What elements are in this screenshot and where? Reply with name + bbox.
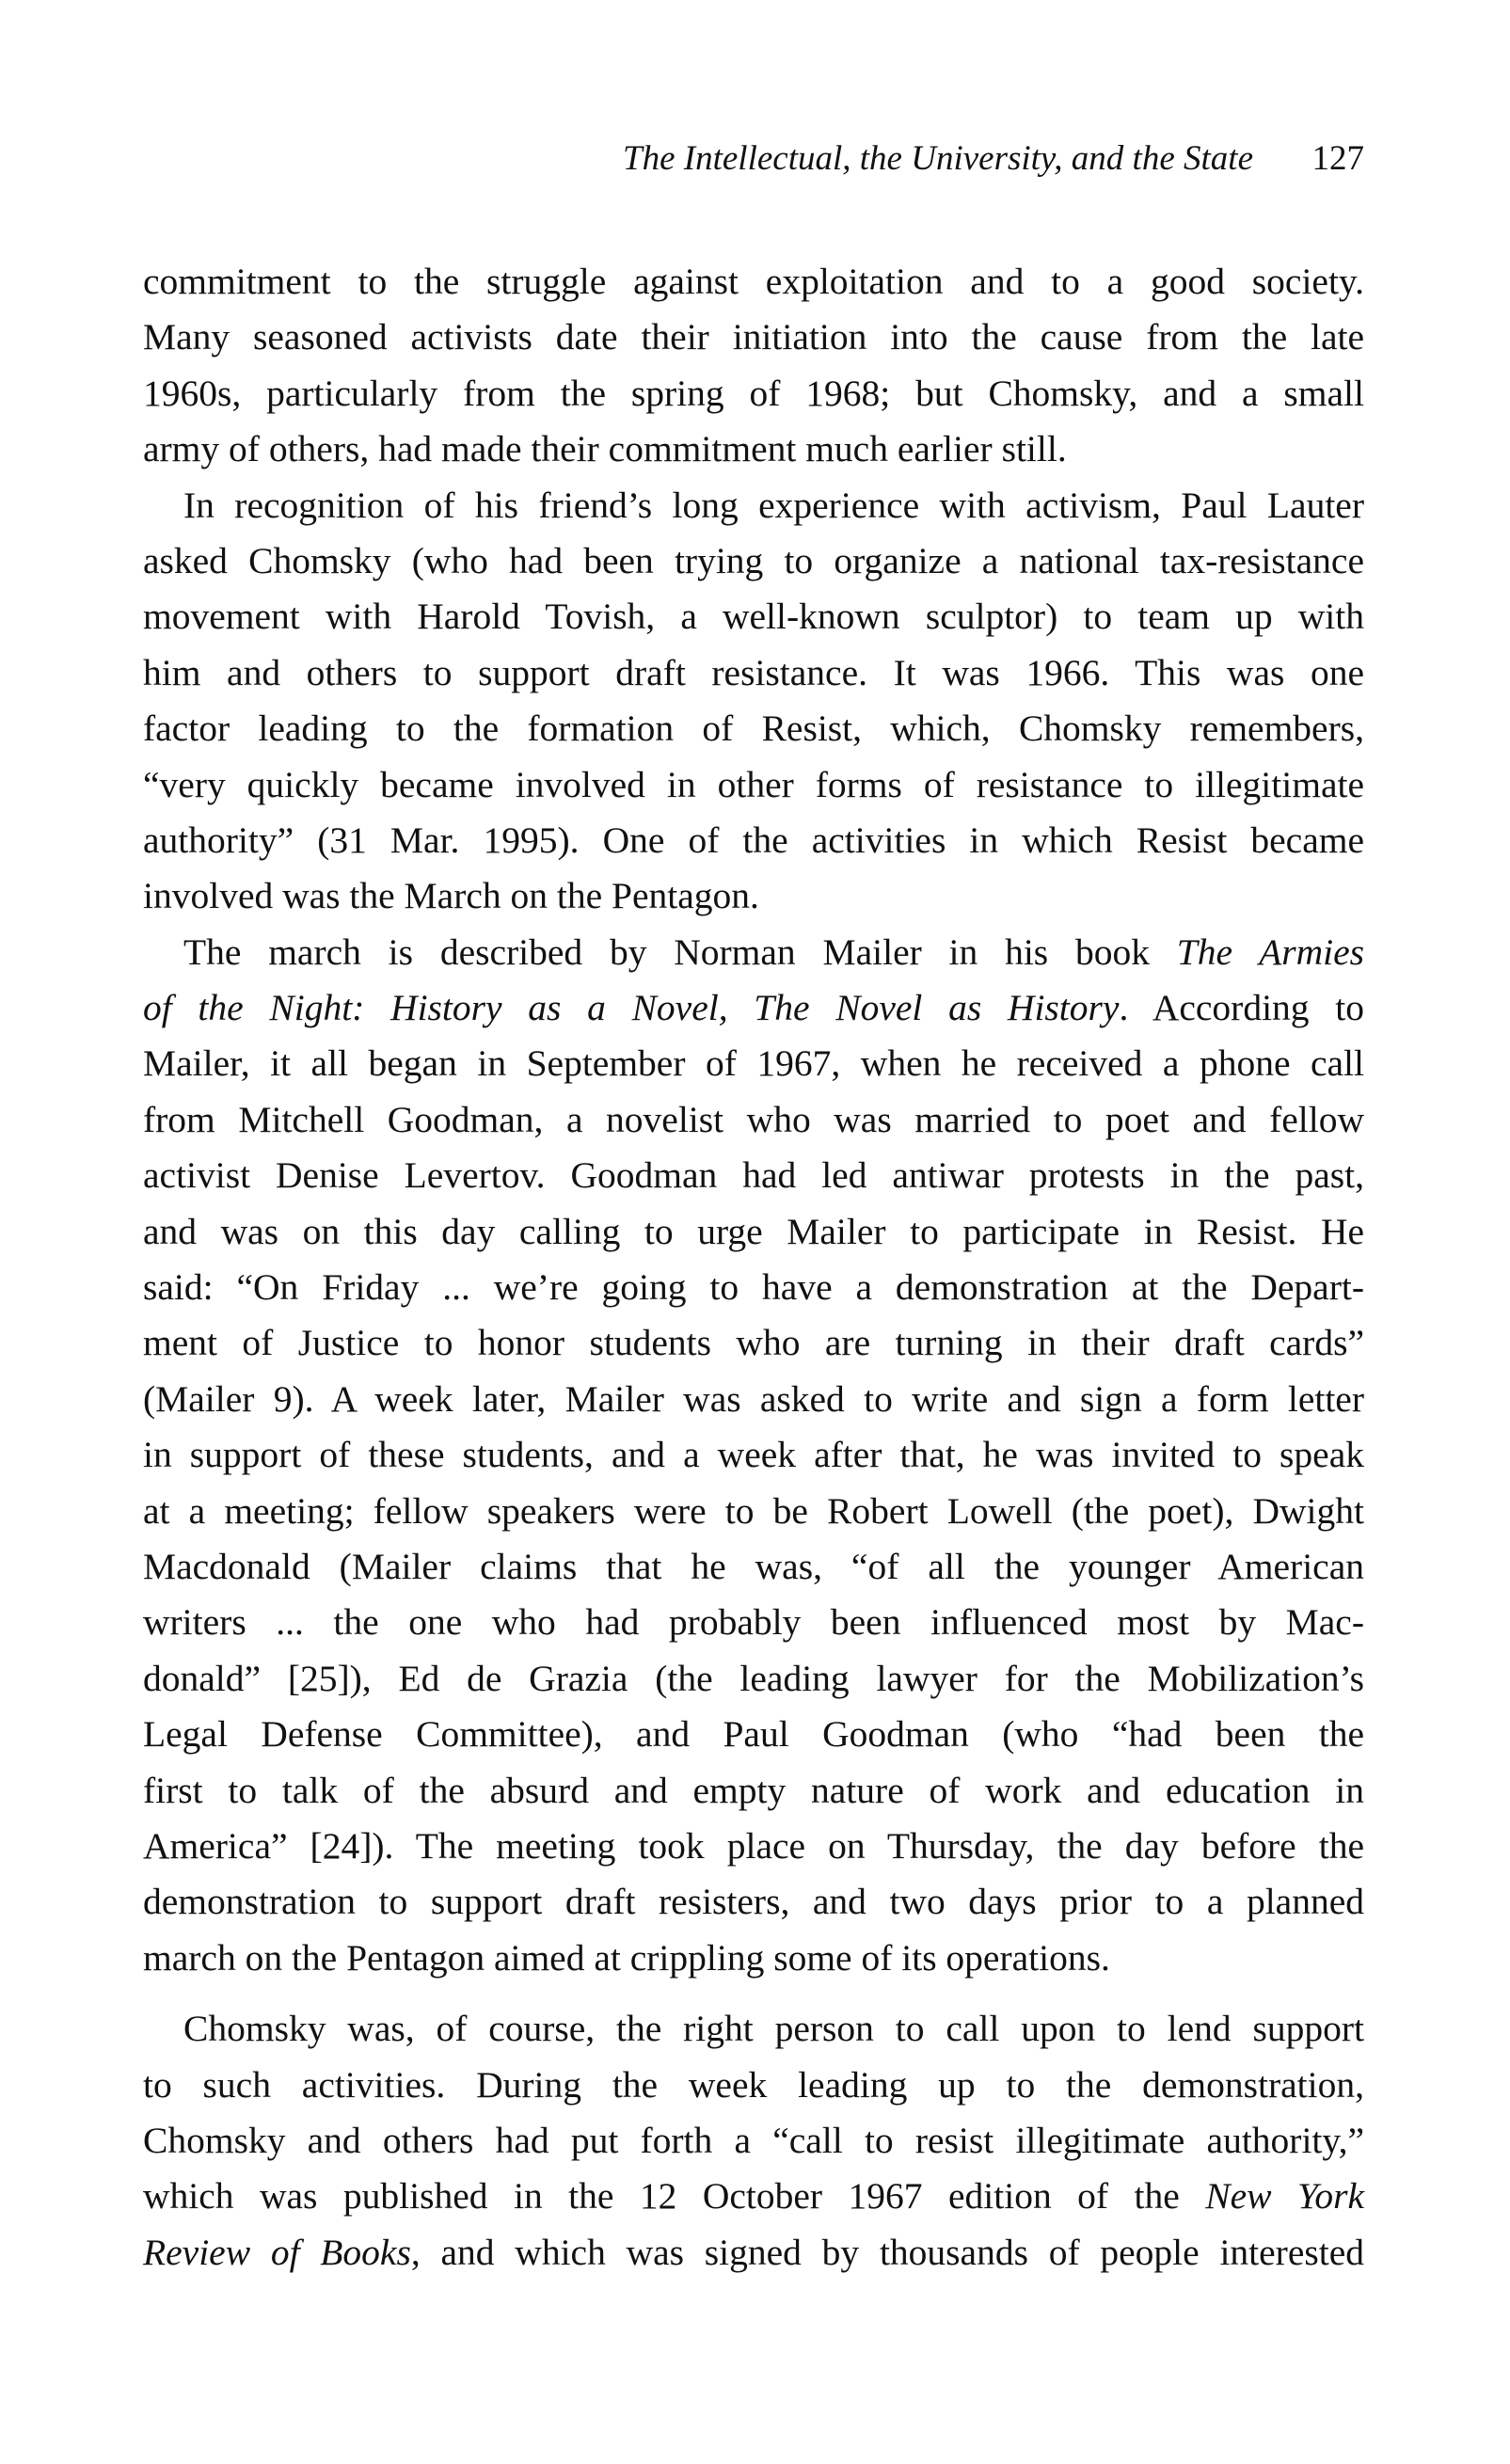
text-line: him and others to support draft resistance. It was 1966. This was one (143, 651, 1364, 693)
body-text (143, 254, 1364, 2281)
running-title: The Intellectual, the University, and the State (623, 139, 1253, 178)
text-line: demonstration to support draft resisters, and two days prior to a planned (143, 1881, 1364, 1923)
paragraph-spacing (143, 1986, 1364, 2001)
text-line: said: “On Friday ... we’re going to have a demonstration at the Depart- (143, 1266, 1364, 1309)
publication-title-italic: New York (1205, 2175, 1364, 2218)
book-title-italic: of the Night: History as a Novel, The Novel as History (143, 987, 1120, 1029)
text-line: donald” [25]), Ed de Grazia (the leading lawyer for the Mobilization’s (143, 1657, 1364, 1699)
text-line (143, 2225, 1364, 2281)
book-title-italic: The Armies (1176, 930, 1364, 973)
paragraph-1 (143, 254, 1364, 478)
running-head (143, 135, 1364, 183)
text-line: in support of these students, and a week after that, he was invited to speak (143, 1434, 1364, 1476)
text-line: authority” (31 Mar. 1995). One of the activities in which Resist became (143, 819, 1364, 861)
text-line: activist Denise Levertov. Goodman had led antiwar protests in the past, (143, 1154, 1364, 1197)
text-line (143, 980, 1364, 1036)
text-line: commitment to the struggle against exploitation and to a good society. (143, 261, 1364, 302)
text-line: In recognition of his friend’s long experience with activism, Paul Lauter (183, 484, 1364, 526)
paragraph-4 (143, 2001, 1364, 2281)
text-line: ment of Justice to honor students who are turning in their draft cards” (143, 1322, 1364, 1364)
text-line: first to talk of the absurd and empty nature of work and education in (143, 1769, 1364, 1811)
text-line: “very quickly became involved in other forms of resistance to illegitimate (143, 763, 1364, 805)
text-line: writers ... the one who had probably been influenced most by Mac- (143, 1601, 1364, 1644)
text-line: Macdonald (Mailer claims that he was, “of all the younger American (143, 1545, 1364, 1587)
text-line: asked Chomsky (who had been trying to organize a national tax-resistance (143, 539, 1364, 581)
text-run: The march is described by Norman Mailer in his book (183, 930, 1177, 973)
text-line (143, 925, 1364, 980)
text-line: Many seasoned activists date their initiation into the cause from the late (143, 316, 1364, 358)
text-line: Chomsky was, of course, the right person to call upon to lend support (183, 2008, 1364, 2050)
text-line: Chomsky and others had put forth a “call to resist illegitimate authority,” (143, 2119, 1364, 2161)
page-number: 127 (1311, 139, 1364, 178)
text-line: Legal Defense Committee), and Paul Goodman (who “had been the (143, 1713, 1364, 1756)
text-line: army of others, had made their commitment much earlier still. (143, 428, 1067, 470)
text-line: at a meeting; fellow speakers were to be Robert Lowell (the poet), Dwight (143, 1489, 1364, 1532)
text-line: and was on this day calling to urge Mailer to participate in Resist. He (143, 1210, 1364, 1252)
text-line (143, 2169, 1364, 2224)
text-run: which was published in the 12 October 1967 edition of the (143, 2175, 1206, 2218)
text-line: 1960s, particularly from the spring of 1968; but Chomsky, and a small (143, 372, 1364, 414)
text-line: Mailer, it all began in September of 1967, when he received a phone call (143, 1042, 1364, 1085)
text-line: march on the Pentagon aimed at crippling some of its operations. (143, 1936, 1110, 1979)
text-line: involved was the March on the Pentagon. (143, 875, 759, 917)
text-line: (Mailer 9). A week later, Mailer was asked to write and sign a form letter (143, 1377, 1364, 1420)
text-line: from Mitchell Goodman, a novelist who was married to poet and fellow (143, 1098, 1364, 1140)
text-run: . According to (1119, 987, 1364, 1029)
text-line: movement with Harold Tovish, a well-known sculptor) to team up with (143, 596, 1364, 638)
text-run: , and which was signed by thousands of people interested (410, 2231, 1364, 2273)
publication-title-italic: Review of Books (143, 2231, 411, 2273)
paragraph-3 (143, 925, 1364, 1986)
paragraph-2 (143, 478, 1364, 925)
text-line: to such activities. During the week leading up to the demonstration, (143, 2063, 1364, 2106)
text-line: factor leading to the formation of Resist, which, Chomsky remembers, (143, 707, 1364, 750)
text-line: America” [24]). The meeting took place on Thursday, the day before the (143, 1824, 1364, 1867)
